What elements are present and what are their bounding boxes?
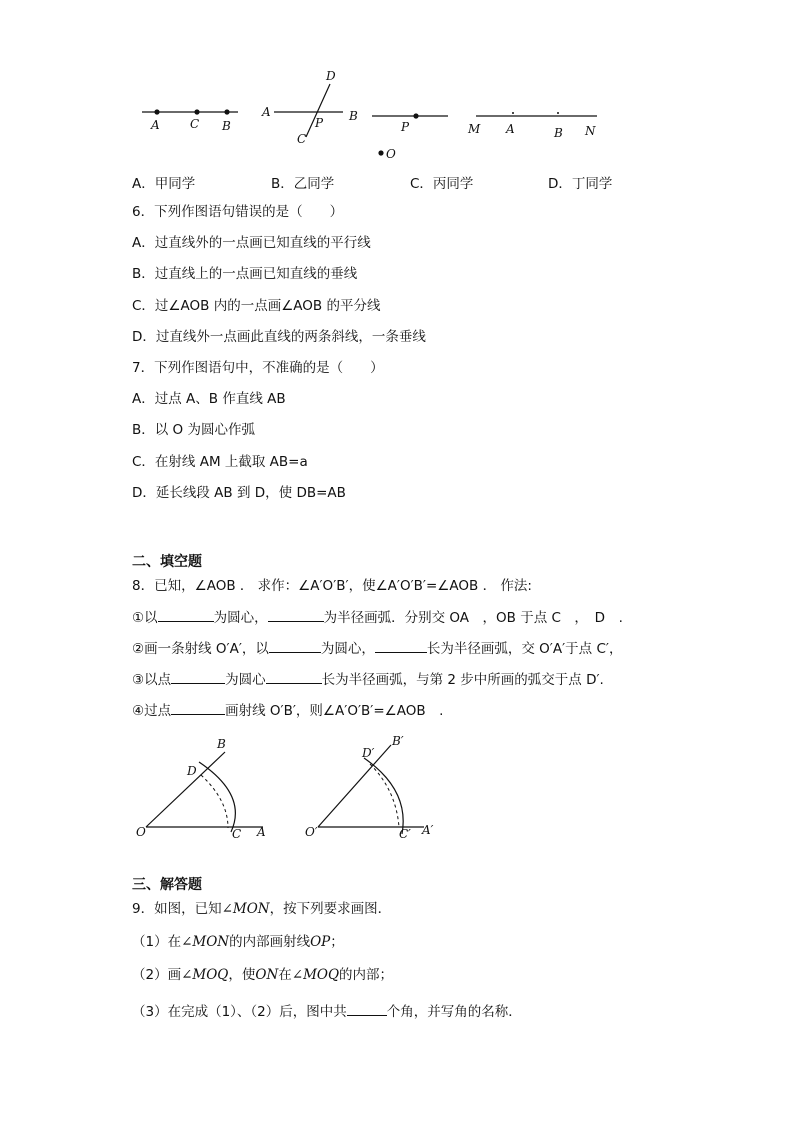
fig2-label-p: P: [315, 116, 324, 130]
q8-figure-a1o1b1: [305, 734, 434, 841]
figR-label-a: A′: [422, 823, 434, 837]
figL-label-c: C: [232, 827, 242, 841]
q6-option-b: B．过直线上的一点画已知直线的垂线: [132, 266, 358, 282]
q7-stem: 7．下列作图语句中，不准确的是（ ）: [132, 360, 384, 376]
section-fill-in-title: 二、填空题: [132, 554, 202, 570]
q8-step-1: ①以 为圆心， 为半径画弧．分别交 OA ，OB 于点 C ， D .: [132, 610, 623, 626]
q9-part-1: （1）在∠MON的内部画射线OP；: [132, 934, 344, 950]
q6-option-d: D．过直线外一点画此直线的两条斜线，一条垂线: [132, 329, 426, 345]
fig2-label-b: B: [349, 109, 358, 123]
figL-label-d: D: [187, 764, 197, 778]
fig1-label-a: A: [151, 118, 160, 132]
q7-option-b: B．以 O 为圆心作弧: [132, 422, 255, 438]
fig4-label-n: N: [585, 124, 596, 138]
q7-option-c: C．在射线 AM 上截取 AB=a: [132, 454, 308, 470]
q8-step-4: ④过点 画射线 O′B′，则∠A′O′B′=∠AOB .: [132, 703, 444, 719]
q6-option-c: C．过∠AOB 内的一点画∠AOB 的平分线: [132, 298, 381, 314]
q8-step-2: ②画一条射线 O′A′，以 为圆心， 长为半径画弧，交 O′A′于点 C′，: [132, 641, 623, 657]
q6-option-a: A．过直线外的一点画已知直线的平行线: [132, 235, 371, 251]
fig4-label-b: B: [554, 126, 563, 140]
fig2-label-c: C: [297, 132, 307, 146]
q5-option-d: D．丁同学: [548, 176, 613, 192]
fig4-label-m: M: [468, 122, 481, 136]
q7-option-d: D．延长线段 AB 到 D，使 DB=AB: [132, 485, 346, 501]
figL-label-a: A: [257, 825, 266, 839]
q8-figure-aob: [136, 737, 266, 841]
section-solve-title: 三、解答题: [132, 877, 202, 893]
fig4-label-a: A: [506, 122, 515, 136]
q7-option-a: A．过点 A、B 作直线 AB: [132, 391, 286, 407]
q9-stem: 9．如图，已知∠MON，按下列要求画图．: [132, 901, 392, 917]
fig3-label-o: O: [386, 147, 396, 161]
q5-option-b: B．乙同学: [271, 176, 335, 192]
fig1-label-b: B: [222, 119, 231, 133]
fig1-label-c: C: [190, 117, 200, 131]
q9-count-blank[interactable]: [347, 1003, 387, 1016]
q6-stem: 6．下列作图语句错误的是（ ）: [132, 204, 344, 220]
figL-label-b: B: [217, 737, 226, 751]
q8-stem: 8．已知，∠AOB ． 求作：∠A′O′B′，使∠A′O′B′=∠AOB ． 作法:: [132, 578, 532, 594]
figR-label-c: C′: [399, 827, 411, 841]
figR-label-d: D′: [362, 746, 375, 760]
q9-part-3: （3）在完成（1）、（2）后，图中共 个角，并写角的名称．: [132, 1004, 522, 1020]
figL-label-o: O: [136, 825, 146, 839]
figR-label-b: B′: [392, 734, 404, 748]
fig3-label-p: P: [401, 120, 410, 134]
q5-option-a: A．甲同学: [132, 176, 196, 192]
q5-option-c: C．丙同学: [410, 176, 474, 192]
q8-step-3: ③以点 为圆心 长为半径画弧，与第 2 步中所画的弧交于点 D′.: [132, 672, 604, 688]
q9-part-2: （2）画∠MOQ，使ON在∠MOQ的内部；: [132, 967, 394, 983]
figR-label-o: O′: [305, 825, 318, 839]
fig2-label-a: A: [262, 105, 271, 119]
fig2-label-d: D: [326, 69, 336, 83]
